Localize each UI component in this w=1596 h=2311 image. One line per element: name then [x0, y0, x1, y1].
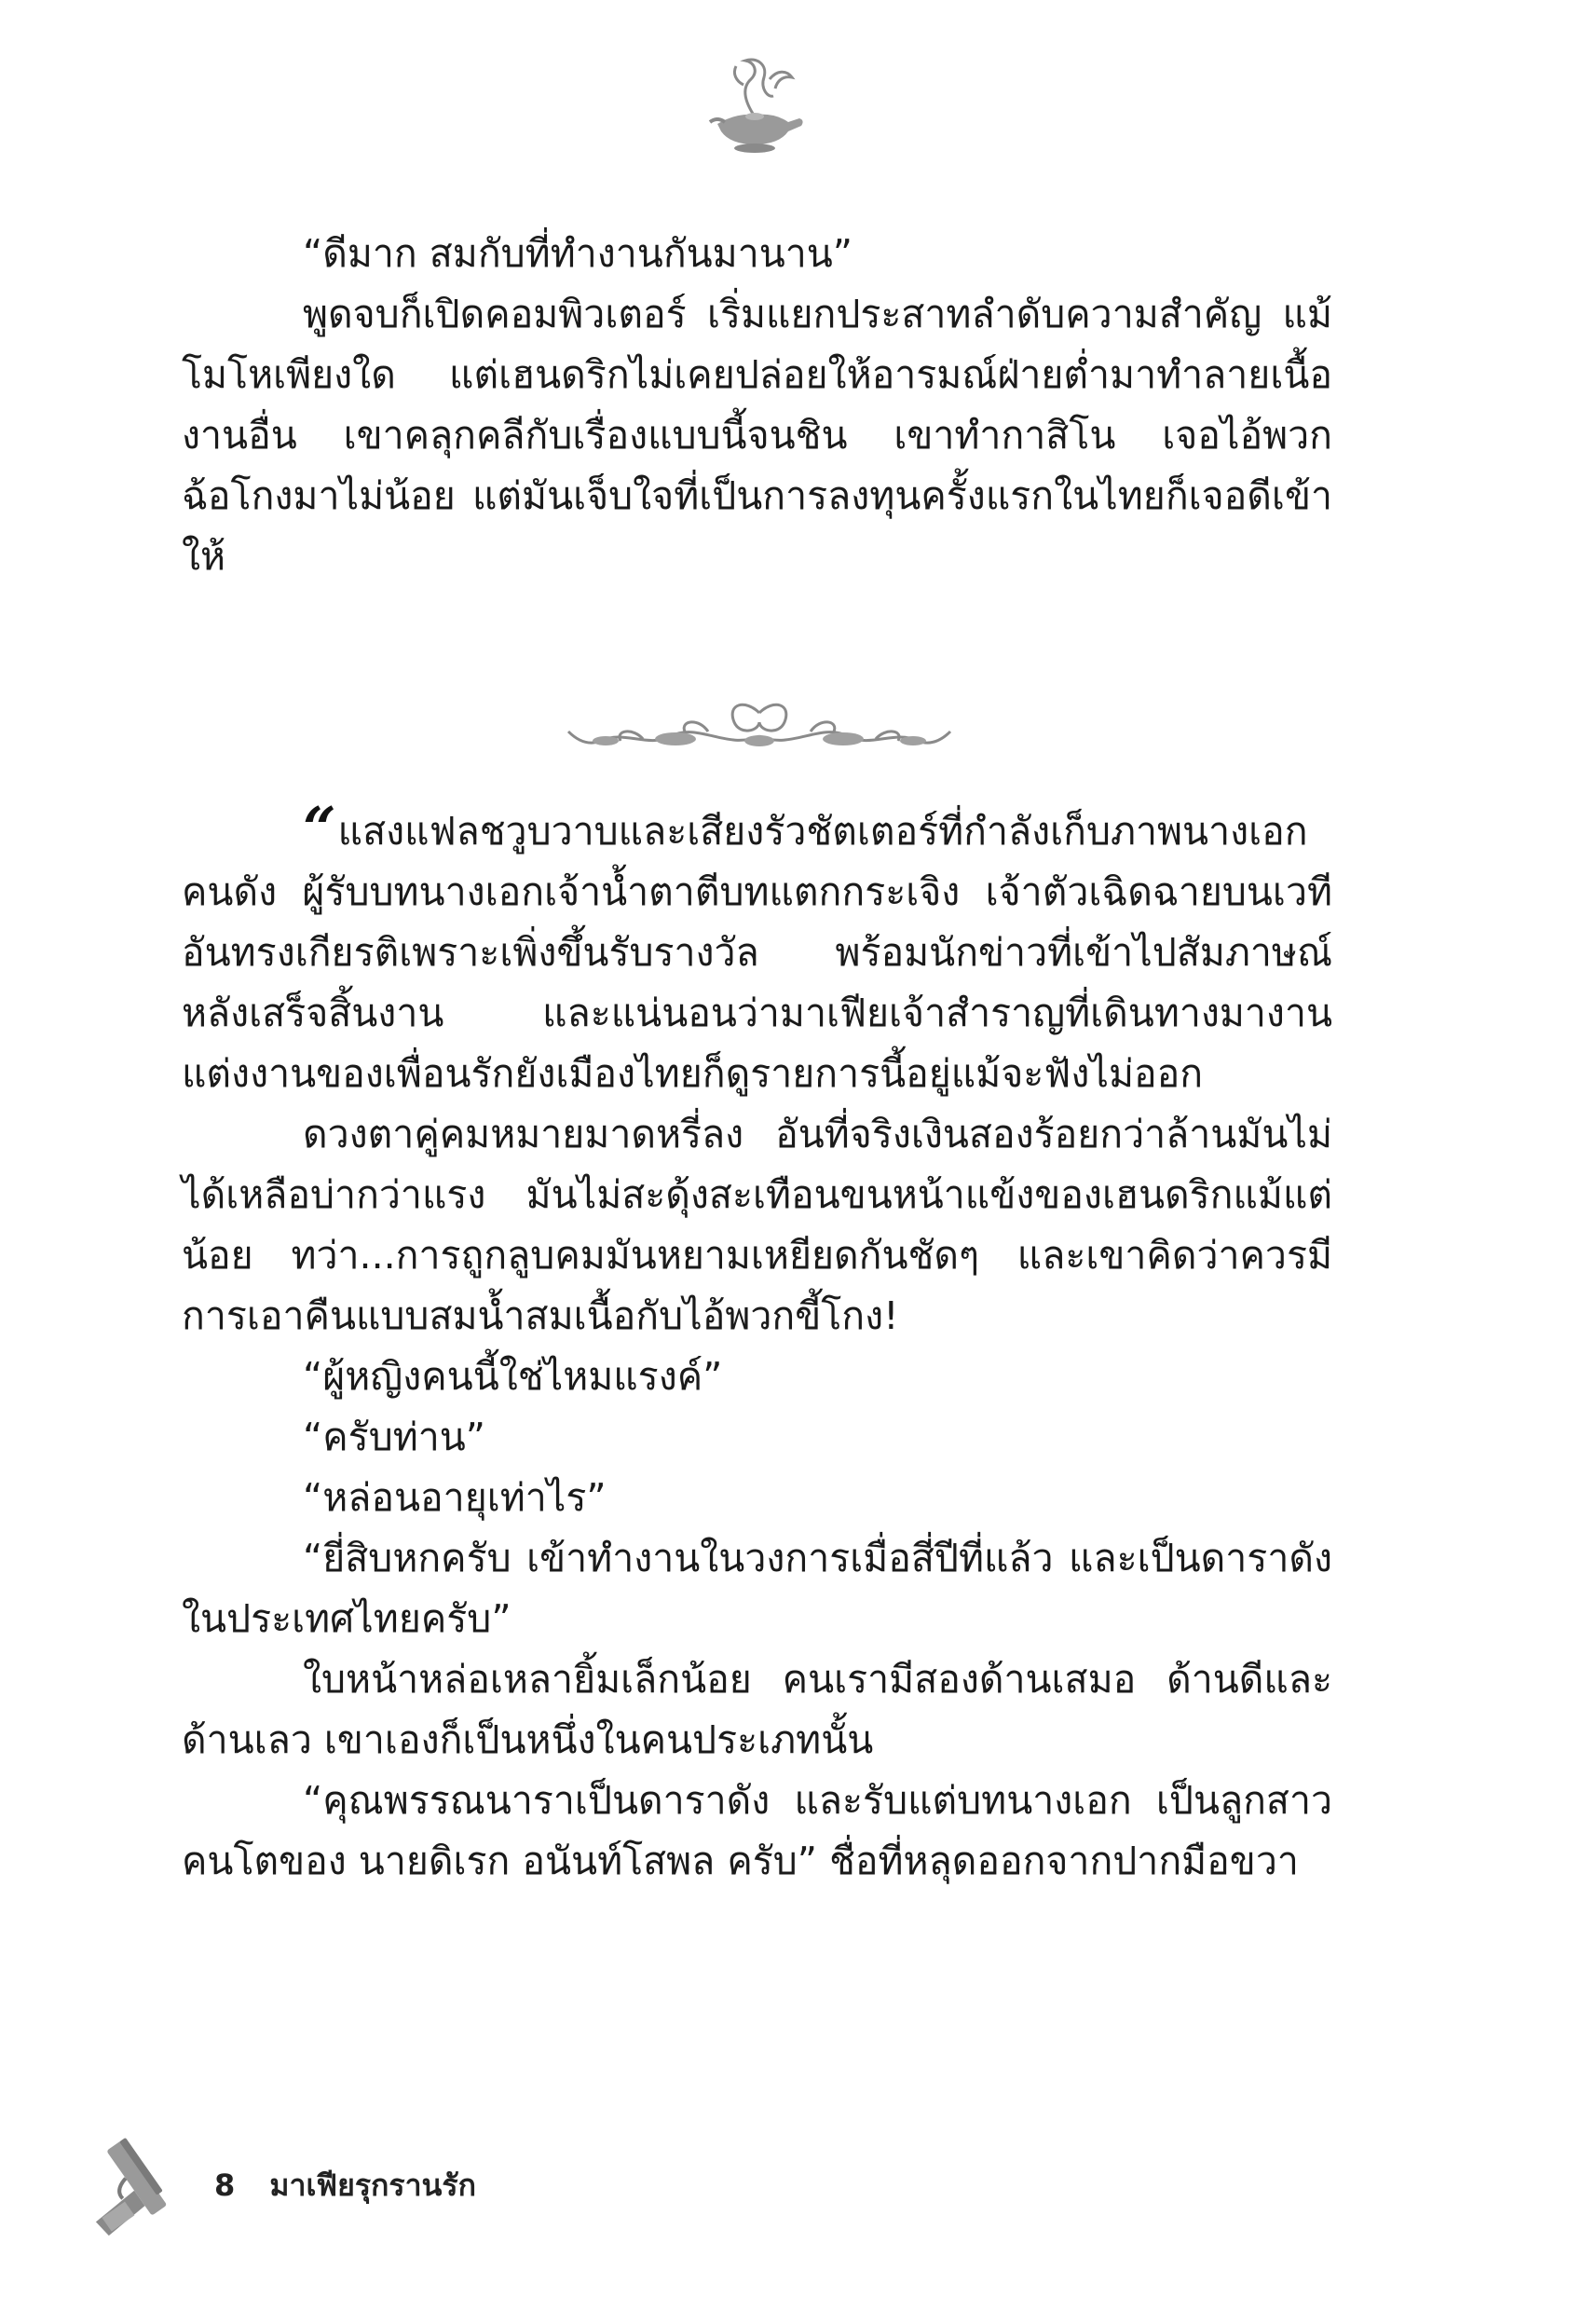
pistol-icon [79, 2115, 182, 2255]
main-text-block [182, 794, 1332, 1892]
opening-paragraph-text: แสงแฟลชวูบวาบและเสียงรัวชัตเตอร์ที่กำลังเก็บภาพนางเอกคนดัง ผู้รับบทนางเอกเจ้าน้ำตาตีบทแตกกระเจิง เจ้าตัวเฉิดฉายบนเวทีอันทรงเกียรติเพราะเพิ่งขึ้นรับรางวัล พร้อมนักข่าวที่เข้าไปสัมภาษณ์หลังเสร็จสิ้นงาน และแน่นอนว่ามาเฟียเจ้าสำราญที่เดินทางมางานแต่งงานของเพื่อนรักยังเมืองไทยก็ดูรายการนี้อยู่แม้จะฟังไม่ออก [182, 809, 1332, 1096]
opening-quote-glyph: “ [303, 794, 336, 862]
dialogue-line: “ครับท่าน” [303, 1415, 486, 1459]
page-footer [214, 2162, 476, 2209]
dialogue-line: “ยี่สิบหกครับ เข้าทำงานในวงการเมื่อสี่ปีที่แล้ว และเป็นดาราดังในประเทศไทยครับ” [182, 1536, 1332, 1641]
dialogue-line: “ดีมาก สมกับที่ทำงานกันมานาน” [303, 231, 853, 276]
page-number: 8 [214, 2167, 236, 2203]
narrative-paragraph: ใบหน้าหล่อเหลายิ้มเล็กน้อย คนเรามีสองด้านเสมอ ด้านดีและด้านเลว เขาเองก็เป็นหนึ่งในคนประเภทนั้น [182, 1657, 1332, 1762]
dialogue-line: “ผู้หญิงคนนี้ใช่ไหมแรงค์” [303, 1354, 723, 1399]
genie-lamp-ornament-icon [689, 51, 815, 163]
narrative-paragraph: พูดจบก็เปิดคอมพิวเตอร์ เริ่มแยกประสาทลำดับความสำคัญ แม้โมโหเพียงใด แต่เฮนดริกไม่เคยปล่อยให้อารมณ์ฝ่ายต่ำมาทำลายเนื้องานอื่น เขาคลุกคลีกับเรื่องแบบนี้จนชิน เขาทำกาสิโน เจอไอ้พวกฉ้อโกงมาไม่น้อย แต่มันเจ็บใจที่เป็นการลงทุนครั้งแรกในไทยก็เจอดีเข้าให้ [182, 292, 1332, 579]
book-title: มาเฟียรุกรานรัก [269, 2167, 476, 2203]
flourish-divider-icon [559, 694, 960, 769]
dialogue-line: “หล่อนอายุเท่าไร” [303, 1475, 607, 1520]
top-text-block [182, 224, 1332, 587]
opening-paragraph [182, 794, 1332, 1104]
narrative-paragraph: ดวงตาคู่คมหมายมาดหรี่ลง อันที่จริงเงินสองร้อยกว่าล้านมันไม่ได้เหลือบ่ากว่าแรง มันไม่สะดุ้งสะเทือนขนหน้าแข้งของเฮนดริกแม้แต่น้อย ทว่า...การถูกลูบคมมันหยามเหยียดกันชัดๆ และเขาคิดว่าควรมีการเอาคืนแบบสมน้ำสมเนื้อกับไอ้พวกขี้โกง! [182, 1112, 1332, 1338]
dialogue-line: “คุณพรรณนาราเป็นดาราดัง และรับแต่บทนางเอก เป็นลูกสาวคนโตของ นายดิเรก อนันท์โสพล ครับ” ชื่อที่หลุดออกจากปากมือขวา [182, 1778, 1332, 1883]
